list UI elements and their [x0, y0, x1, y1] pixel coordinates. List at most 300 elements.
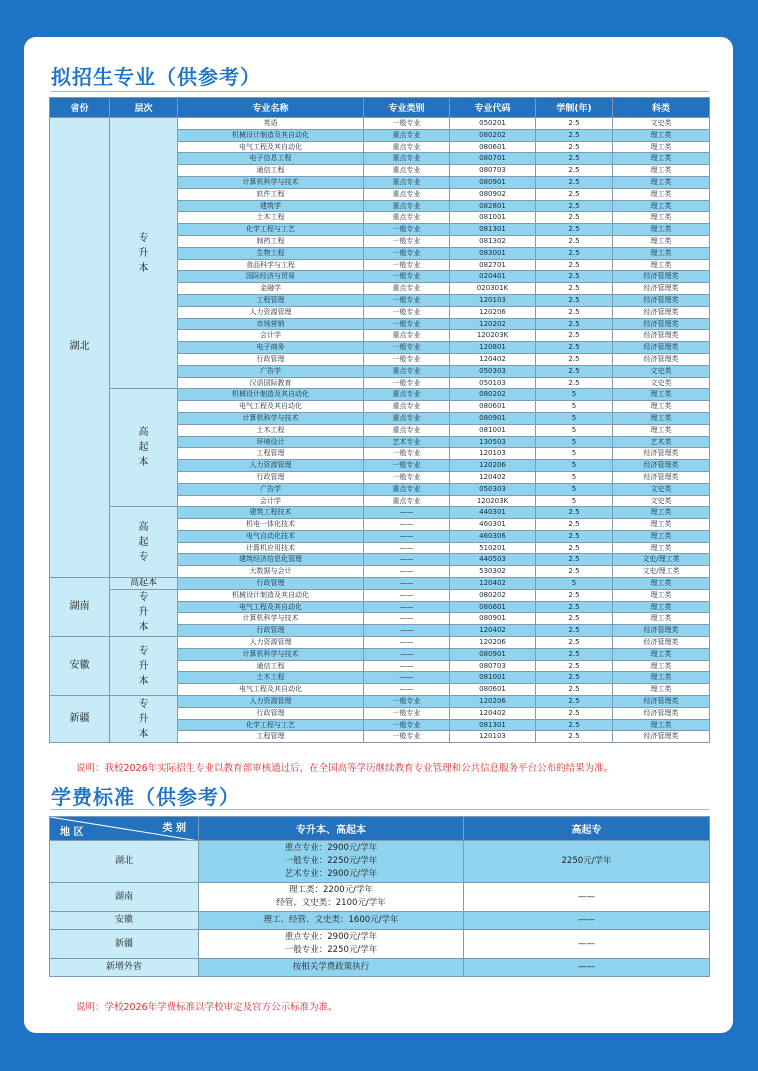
- col-subject: 科类: [613, 98, 710, 118]
- header-category: 类 别: [162, 823, 186, 834]
- subject-type: 理工类: [613, 188, 710, 200]
- study-years: 2.5: [536, 566, 613, 578]
- major-code: 120103: [450, 731, 536, 743]
- subject-type: 理工类: [613, 129, 710, 141]
- major-code: 080601: [450, 141, 536, 153]
- study-years: 5: [536, 483, 613, 495]
- fee-zsb: 理工类：2200元/学年 经管、文史类：2100元/学年: [199, 883, 464, 912]
- major-name: 会计学: [178, 495, 364, 507]
- major-category: 重点专业: [364, 412, 450, 424]
- major-name: 软件工程: [178, 188, 364, 200]
- col-level: 层次: [110, 98, 178, 118]
- major-name: 机电一体化技术: [178, 519, 364, 531]
- major-code: 080902: [450, 188, 536, 200]
- major-name: 工程管理: [178, 731, 364, 743]
- study-years: 2.5: [536, 235, 613, 247]
- subject-type: 文史类: [613, 377, 710, 389]
- major-category: 一般专业: [364, 224, 450, 236]
- major-code: 120402: [450, 471, 536, 483]
- major-code: 460306: [450, 530, 536, 542]
- study-years: 2.5: [536, 648, 613, 660]
- major-code: 083001: [450, 247, 536, 259]
- subject-type: 经济管理类: [613, 460, 710, 472]
- major-name: 机械设计制造及其自动化: [178, 389, 364, 401]
- fee-zsb: 按相关学费政策执行: [199, 959, 464, 977]
- subject-type: 经济管理类: [613, 448, 710, 460]
- study-years: 2.5: [536, 519, 613, 531]
- fees-note: 说明：学校2026年学费标准以学校审定及官方公示标准为准。: [76, 1002, 338, 1013]
- fee-region: 湖南: [50, 883, 199, 912]
- major-code: 120206: [450, 306, 536, 318]
- subject-type: 文史/理工类: [613, 554, 710, 566]
- study-years: 2.5: [536, 731, 613, 743]
- major-name: 电气工程及其自动化: [178, 684, 364, 696]
- fee-region: 新疆: [50, 930, 199, 959]
- major-code: 120402: [450, 707, 536, 719]
- major-category: ——: [364, 601, 450, 613]
- study-years: 5: [536, 460, 613, 472]
- study-years: 2.5: [536, 247, 613, 259]
- content-card: [24, 37, 733, 1033]
- major-name: 人力资源管理: [178, 306, 364, 318]
- level-cell: 专 升 本: [110, 118, 178, 389]
- major-category: 重点专业: [364, 365, 450, 377]
- major-name: 建筑学: [178, 200, 364, 212]
- major-name: 制药工程: [178, 235, 364, 247]
- major-category: ——: [364, 578, 450, 590]
- subject-type: 经济管理类: [613, 271, 710, 283]
- major-name: 广告学: [178, 365, 364, 377]
- study-years: 5: [536, 424, 613, 436]
- major-name: 土木工程: [178, 212, 364, 224]
- fee-row: [50, 912, 710, 930]
- major-category: 重点专业: [364, 129, 450, 141]
- study-years: 2.5: [536, 118, 613, 130]
- majors-table-body: [50, 118, 710, 743]
- major-category: 重点专业: [364, 200, 450, 212]
- col-province: 省份: [50, 98, 110, 118]
- major-name: 人力资源管理: [178, 637, 364, 649]
- major-name: 电子商务: [178, 342, 364, 354]
- major-code: 081001: [450, 212, 536, 224]
- subject-type: 经济管理类: [613, 318, 710, 330]
- major-code: 440503: [450, 554, 536, 566]
- study-years: 5: [536, 471, 613, 483]
- major-code: 120203K: [450, 330, 536, 342]
- major-name: 建筑工程技术: [178, 507, 364, 519]
- major-name: 生物工程: [178, 247, 364, 259]
- major-name: 化学工程与工艺: [178, 719, 364, 731]
- major-code: 081001: [450, 672, 536, 684]
- major-code: 120202: [450, 318, 536, 330]
- fee-gqz: 2250元/学年: [464, 841, 710, 883]
- major-category: 一般专业: [364, 471, 450, 483]
- study-years: 5: [536, 412, 613, 424]
- major-code: 081302: [450, 235, 536, 247]
- major-category: 重点专业: [364, 153, 450, 165]
- major-category: ——: [364, 507, 450, 519]
- study-years: 2.5: [536, 684, 613, 696]
- study-years: 2.5: [536, 507, 613, 519]
- major-name: 金融学: [178, 283, 364, 295]
- major-category: ——: [364, 613, 450, 625]
- fee-gqz: ——: [464, 912, 710, 930]
- study-years: 2.5: [536, 212, 613, 224]
- study-years: 2.5: [536, 719, 613, 731]
- major-name: 行政管理: [178, 625, 364, 637]
- major-category: 一般专业: [364, 247, 450, 259]
- subject-type: 理工类: [613, 176, 710, 188]
- major-category: 一般专业: [364, 294, 450, 306]
- level-cell: 专 升 本: [110, 696, 178, 743]
- study-years: 2.5: [536, 318, 613, 330]
- major-code: 080601: [450, 401, 536, 413]
- major-code: 510201: [450, 542, 536, 554]
- col-code: 专业代码: [450, 98, 536, 118]
- study-years: 2.5: [536, 660, 613, 672]
- major-category: 重点专业: [364, 401, 450, 413]
- subject-type: 经济管理类: [613, 696, 710, 708]
- major-category: 一般专业: [364, 707, 450, 719]
- major-category: 一般专业: [364, 696, 450, 708]
- major-code: 081001: [450, 424, 536, 436]
- subject-type: 经济管理类: [613, 342, 710, 354]
- major-category: 重点专业: [364, 176, 450, 188]
- subject-type: 经济管理类: [613, 731, 710, 743]
- level-cell: 高 起 本: [110, 389, 178, 507]
- major-name: 化学工程与工艺: [178, 224, 364, 236]
- major-name: 工程管理: [178, 448, 364, 460]
- major-code: 120206: [450, 460, 536, 472]
- major-code: 530302: [450, 566, 536, 578]
- major-code: 080901: [450, 176, 536, 188]
- major-code: 440301: [450, 507, 536, 519]
- subject-type: 理工类: [613, 613, 710, 625]
- subject-type: 理工类: [613, 684, 710, 696]
- major-code: 082701: [450, 259, 536, 271]
- fee-region: 安徽: [50, 912, 199, 930]
- subject-type: 理工类: [613, 519, 710, 531]
- major-category: 一般专业: [364, 342, 450, 354]
- major-code: 080901: [450, 412, 536, 424]
- study-years: 5: [536, 401, 613, 413]
- section-title-majors: 拟招生专业（供参考）: [51, 65, 261, 89]
- study-years: 5: [536, 448, 613, 460]
- subject-type: 经济管理类: [613, 471, 710, 483]
- major-category: ——: [364, 637, 450, 649]
- subject-type: 文史类: [613, 483, 710, 495]
- major-category: ——: [364, 672, 450, 684]
- study-years: 2.5: [536, 613, 613, 625]
- major-category: ——: [364, 660, 450, 672]
- major-code: 080701: [450, 153, 536, 165]
- major-code: 050303: [450, 483, 536, 495]
- major-code: 080703: [450, 660, 536, 672]
- subject-type: 理工类: [613, 224, 710, 236]
- col-category: 专业类别: [364, 98, 450, 118]
- study-years: 2.5: [536, 342, 613, 354]
- study-years: 2.5: [536, 353, 613, 365]
- major-name: 行政管理: [178, 353, 364, 365]
- study-years: 2.5: [536, 601, 613, 613]
- major-name: 电气工程及其自动化: [178, 401, 364, 413]
- major-name: 汉语国际教育: [178, 377, 364, 389]
- level-cell: 高起本: [110, 578, 178, 590]
- major-name: 大数据与会计: [178, 566, 364, 578]
- fee-row: [50, 883, 710, 912]
- study-years: 2.5: [536, 589, 613, 601]
- major-category: ——: [364, 542, 450, 554]
- province-cell: 湖北: [50, 118, 110, 578]
- subject-type: 文史类: [613, 118, 710, 130]
- subject-type: 理工类: [613, 424, 710, 436]
- province-cell: 安徽: [50, 637, 110, 696]
- major-code: 082801: [450, 200, 536, 212]
- table-row: [50, 389, 710, 401]
- major-category: 一般专业: [364, 235, 450, 247]
- major-category: 重点专业: [364, 165, 450, 177]
- study-years: 2.5: [536, 188, 613, 200]
- major-category: 重点专业: [364, 283, 450, 295]
- major-name: 计算机科学与技术: [178, 648, 364, 660]
- major-code: 081301: [450, 224, 536, 236]
- major-category: ——: [364, 648, 450, 660]
- major-code: 050201: [450, 118, 536, 130]
- major-name: 机械设计制造及其自动化: [178, 589, 364, 601]
- province-cell: 新疆: [50, 696, 110, 743]
- subject-type: 理工类: [613, 141, 710, 153]
- subject-type: 经济管理类: [613, 283, 710, 295]
- major-code: 120206: [450, 637, 536, 649]
- major-code: 080601: [450, 684, 536, 696]
- fee-row: [50, 841, 710, 883]
- study-years: 2.5: [536, 294, 613, 306]
- subject-type: 艺术类: [613, 436, 710, 448]
- major-code: 020401: [450, 271, 536, 283]
- subject-type: 理工类: [613, 542, 710, 554]
- table-row: [50, 118, 710, 130]
- study-years: 2.5: [536, 141, 613, 153]
- major-name: 行政管理: [178, 578, 364, 590]
- major-name: 会计学: [178, 330, 364, 342]
- major-name: 人力资源管理: [178, 460, 364, 472]
- fee-gqz: ——: [464, 959, 710, 977]
- table-row: [50, 589, 710, 601]
- level-cell: 专 升 本: [110, 589, 178, 636]
- fee-row: [50, 959, 710, 977]
- major-code: 080703: [450, 165, 536, 177]
- study-years: 2.5: [536, 707, 613, 719]
- fee-gqz: ——: [464, 930, 710, 959]
- col-major: 专业名称: [178, 98, 364, 118]
- major-code: 120801: [450, 342, 536, 354]
- major-code: 130503: [450, 436, 536, 448]
- major-code: 120402: [450, 353, 536, 365]
- major-name: 土木工程: [178, 672, 364, 684]
- major-name: 食品科学与工程: [178, 259, 364, 271]
- major-name: 计算机科学与技术: [178, 176, 364, 188]
- study-years: 5: [536, 436, 613, 448]
- subject-type: 经济管理类: [613, 637, 710, 649]
- subject-type: 理工类: [613, 672, 710, 684]
- major-name: 电气工程及其自动化: [178, 601, 364, 613]
- study-years: 2.5: [536, 637, 613, 649]
- study-years: 2.5: [536, 224, 613, 236]
- study-years: 5: [536, 578, 613, 590]
- fee-region: 新增外省: [50, 959, 199, 977]
- major-category: 重点专业: [364, 389, 450, 401]
- major-name: 英语: [178, 118, 364, 130]
- majors-note: 说明：我校2026年实际招生专业以教育部审核通过后，在全国高等学历继续教育专业管理和公共信息服务平台公布的结果为准。: [76, 763, 614, 774]
- major-category: ——: [364, 684, 450, 696]
- major-name: 通信工程: [178, 165, 364, 177]
- subject-type: 理工类: [613, 389, 710, 401]
- subject-type: 理工类: [613, 601, 710, 613]
- subject-type: 理工类: [613, 530, 710, 542]
- major-code: 081301: [450, 719, 536, 731]
- level-cell: 专 升 本: [110, 637, 178, 696]
- major-name: 电子信息工程: [178, 153, 364, 165]
- subject-type: 文史/理工类: [613, 566, 710, 578]
- subject-type: 理工类: [613, 165, 710, 177]
- study-years: 2.5: [536, 542, 613, 554]
- major-category: 重点专业: [364, 483, 450, 495]
- subject-type: 理工类: [613, 660, 710, 672]
- major-name: 电气工程及其自动化: [178, 141, 364, 153]
- major-category: 一般专业: [364, 377, 450, 389]
- major-name: 计算机应用技术: [178, 542, 364, 554]
- major-category: 一般专业: [364, 731, 450, 743]
- study-years: 2.5: [536, 200, 613, 212]
- subject-type: 理工类: [613, 719, 710, 731]
- major-category: 一般专业: [364, 318, 450, 330]
- major-category: 重点专业: [364, 212, 450, 224]
- header-region: 地 区: [60, 827, 84, 838]
- major-code: 080601: [450, 601, 536, 613]
- major-name: 工程管理: [178, 294, 364, 306]
- major-category: ——: [364, 554, 450, 566]
- fee-gqz: ——: [464, 883, 710, 912]
- study-years: 5: [536, 389, 613, 401]
- major-name: 土木工程: [178, 424, 364, 436]
- subject-type: 理工类: [613, 648, 710, 660]
- study-years: 2.5: [536, 271, 613, 283]
- major-category: ——: [364, 625, 450, 637]
- study-years: 2.5: [536, 625, 613, 637]
- study-years: 2.5: [536, 330, 613, 342]
- major-category: 一般专业: [364, 719, 450, 731]
- subject-type: 理工类: [613, 589, 710, 601]
- header-zsb: 专升本、高起本: [199, 817, 464, 841]
- table-row: [50, 696, 710, 708]
- subject-type: 理工类: [613, 153, 710, 165]
- major-category: 重点专业: [364, 495, 450, 507]
- section-title-fees: 学费标准（供参考）: [51, 785, 240, 809]
- major-name: 环境设计: [178, 436, 364, 448]
- major-category: 一般专业: [364, 271, 450, 283]
- major-code: 080202: [450, 129, 536, 141]
- subject-type: 经济管理类: [613, 306, 710, 318]
- major-code: 120402: [450, 625, 536, 637]
- major-category: 一般专业: [364, 306, 450, 318]
- major-name: 机械设计制造及其自动化: [178, 129, 364, 141]
- fee-region: 湖北: [50, 841, 199, 883]
- major-code: 050103: [450, 377, 536, 389]
- major-code: 080901: [450, 648, 536, 660]
- subject-type: 理工类: [613, 507, 710, 519]
- fee-zsb: 重点专业：2900元/学年 一般专业：2250元/学年: [199, 930, 464, 959]
- subject-type: 经济管理类: [613, 330, 710, 342]
- major-category: ——: [364, 519, 450, 531]
- major-code: 020301K: [450, 283, 536, 295]
- major-code: 120203K: [450, 495, 536, 507]
- major-category: 艺术专业: [364, 436, 450, 448]
- major-code: 080202: [450, 389, 536, 401]
- header-gqz: 高起专: [464, 817, 710, 841]
- major-code: 120206: [450, 696, 536, 708]
- study-years: 2.5: [536, 696, 613, 708]
- major-category: 一般专业: [364, 259, 450, 271]
- study-years: 2.5: [536, 530, 613, 542]
- major-category: 一般专业: [364, 460, 450, 472]
- study-years: 2.5: [536, 306, 613, 318]
- major-category: 重点专业: [364, 330, 450, 342]
- major-code: 080901: [450, 613, 536, 625]
- study-years: 2.5: [536, 129, 613, 141]
- fee-zsb: 重点专业：2900元/学年 一般专业：2250元/学年 艺术专业：2900元/学年: [199, 841, 464, 883]
- title-rule: [51, 91, 709, 92]
- subject-type: 经济管理类: [613, 625, 710, 637]
- subject-type: 理工类: [613, 235, 710, 247]
- major-name: 通信工程: [178, 660, 364, 672]
- subject-type: 理工类: [613, 247, 710, 259]
- majors-header-row: [50, 98, 710, 118]
- table-row: [50, 637, 710, 649]
- col-years: 学制(年): [536, 98, 613, 118]
- title-rule: [51, 809, 709, 810]
- major-code: 080202: [450, 589, 536, 601]
- major-category: 一般专业: [364, 353, 450, 365]
- major-name: 人力资源管理: [178, 696, 364, 708]
- subject-type: 理工类: [613, 259, 710, 271]
- study-years: 2.5: [536, 165, 613, 177]
- province-cell: 湖南: [50, 578, 110, 637]
- study-years: 2.5: [536, 377, 613, 389]
- subject-type: 文史类: [613, 495, 710, 507]
- study-years: 2.5: [536, 176, 613, 188]
- major-name: 电气自动化技术: [178, 530, 364, 542]
- study-years: 2.5: [536, 153, 613, 165]
- study-years: 2.5: [536, 554, 613, 566]
- subject-type: 文史类: [613, 365, 710, 377]
- major-name: 行政管理: [178, 471, 364, 483]
- study-years: 2.5: [536, 259, 613, 271]
- subject-type: 理工类: [613, 412, 710, 424]
- major-category: ——: [364, 589, 450, 601]
- study-years: 2.5: [536, 672, 613, 684]
- major-name: 国际经济与贸易: [178, 271, 364, 283]
- subject-type: 理工类: [613, 212, 710, 224]
- major-name: 市场营销: [178, 318, 364, 330]
- major-category: 重点专业: [364, 188, 450, 200]
- fee-row: [50, 930, 710, 959]
- major-category: ——: [364, 566, 450, 578]
- subject-type: 理工类: [613, 578, 710, 590]
- majors-table: [49, 97, 710, 743]
- major-code: 120103: [450, 294, 536, 306]
- subject-type: 经济管理类: [613, 294, 710, 306]
- major-category: 重点专业: [364, 141, 450, 153]
